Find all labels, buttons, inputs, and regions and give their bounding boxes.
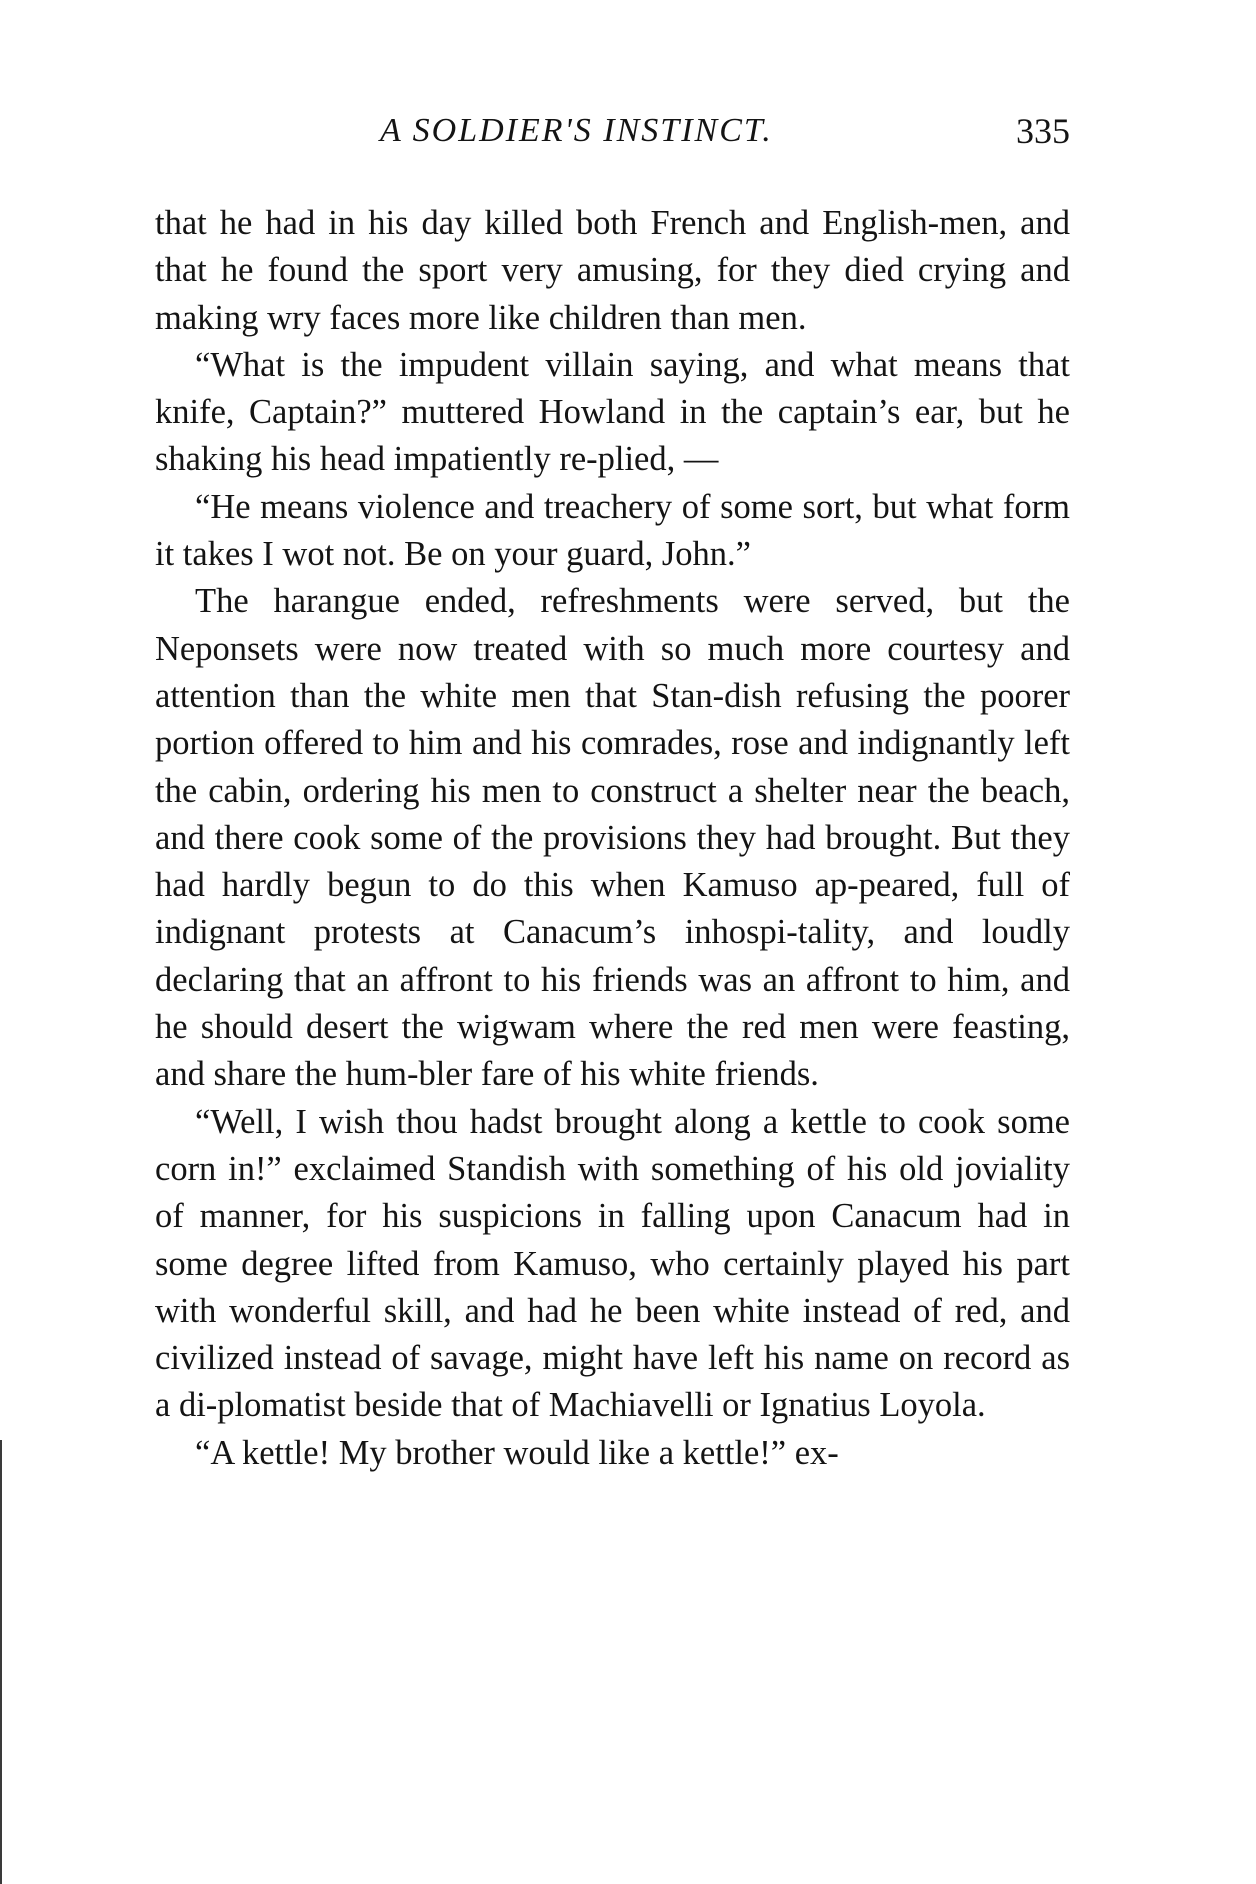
paragraph-continuation: that he had in his day killed both French and English-men, and that he found the sport very amusing, for they died crying and making wry faces more like children than men. — [155, 204, 1070, 337]
page-number: 335 — [1016, 111, 1070, 151]
body-text — [155, 200, 1070, 1477]
page-header — [155, 112, 1070, 162]
paragraph-howland-question: “What is the impudent villain saying, and what means that knife, Captain?” muttered Howland in the captain’s ear, but he shaking his head impatiently re-plied, — — [155, 345, 1070, 479]
paragraph-harangue-ended: The harangue ended, refreshments were served, but the Neponsets were now treated with so much more courtesy and attention than the white men that Stan-dish refusing the poorer portion offered to him and his comrades, rose and indignantly left the cabin, ordering his men to construct a shelter near the beach, and there cook some of the provisions they had brought. But they had hardly begun to do this when Kamuso ap-peared, full of indignant protests at Canacum’s inhospi-tality, and loudly declaring that an affront to his friends was an affront to him, and he should desert the wigwam where the red men were feasting, and share the hum-bler fare of his white friends. — [155, 582, 1070, 1094]
scan-margin-line — [0, 1440, 2, 1884]
paragraph-kettle-wish: “Well, I wish thou hadst brought along a kettle to cook some corn in!” exclaimed Standish with something of his old joviality of manner, for his suspicions in falling upon Canacum had in some degree lifted from Kamuso, who certainly played his part with wonderful skill, and had he been white instead of red, and civilized instead of savage, might have left his name on record as a di-plomatist beside that of Machiavelli or Ignatius Loyola. — [155, 1102, 1070, 1425]
paragraph-standish-warning: “He means violence and treachery of some sort, but what form it takes I wot not. Be on your guard, John.” — [155, 487, 1070, 574]
paragraph-kettle-reply: “A kettle! My brother would like a kettle!” ex- — [195, 1433, 839, 1472]
running-title: A SOLDIER'S INSTINCT. — [380, 112, 773, 149]
